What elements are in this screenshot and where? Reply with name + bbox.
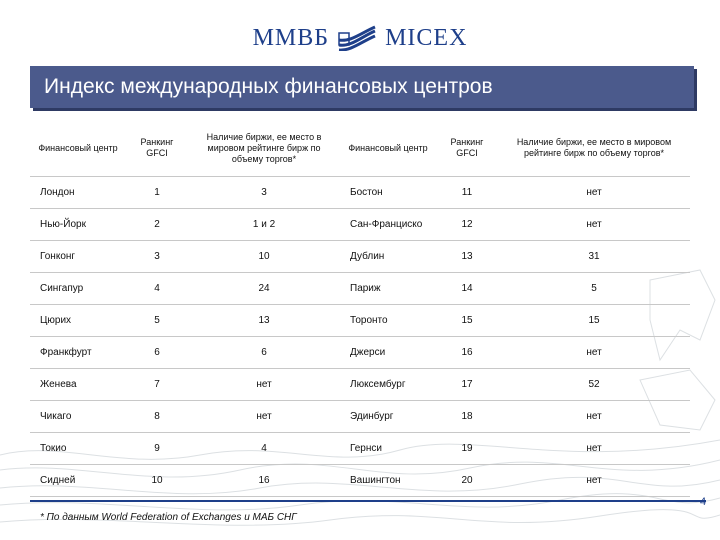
cell-rank: 7 [154,379,160,390]
cell-exchange: нет [256,411,272,422]
cell-center: Торонто [350,315,388,326]
cell-center: Женева [40,379,77,390]
cell-exchange: 1 и 2 [252,219,276,230]
cell-center: Гернси [350,443,382,454]
cell-center: Токио [40,443,67,454]
cell-center: Франкфурт [40,347,92,358]
header-exchange-right: Наличие биржи, ее место в мировом рейтинге бирж по объему торгов* [516,137,672,158]
cell-exchange: 5 [591,283,597,294]
logo-text-micex: MICEX [385,24,468,51]
cell-center: Сингапур [40,283,84,294]
table-row [30,369,690,401]
cell-rank: 12 [461,219,473,230]
cell-rank: 4 [154,283,160,294]
cell-exchange: нет [586,443,602,454]
cell-rank: 2 [154,219,160,230]
footer-divider [30,500,706,502]
cell-rank: 3 [154,251,160,262]
cell-center: Сан-Франциско [350,219,423,230]
cell-exchange: 4 [261,443,267,454]
table-row [30,465,690,497]
cell-center: Джерси [350,347,386,358]
cell-exchange: нет [586,219,602,230]
cell-rank: 17 [461,379,473,390]
cell-center: Дублин [350,251,385,262]
cell-exchange: 10 [258,251,270,262]
cell-rank: 20 [461,475,473,486]
cell-exchange: нет [586,187,602,198]
cell-center: Нью-Йорк [40,219,86,230]
page-number: 4 [700,496,707,508]
table-row [30,177,690,209]
cell-rank: 8 [154,411,160,422]
cell-center: Гонконг [40,251,76,262]
logo-text-mmvb: ММВБ [252,24,330,51]
table-row [30,241,690,273]
cell-exchange: 24 [258,283,270,294]
cell-exchange: 6 [261,347,267,358]
page-title: Индекс международных финансовых центров [30,66,694,108]
table-row [30,209,690,241]
footnote: * По данным World Federation of Exchanges и МАБ СНГ [40,512,297,523]
table-row [30,305,690,337]
table-row [30,337,690,369]
cell-center: Париж [350,283,381,294]
cell-center: Лондон [40,187,75,198]
micex-emblem-icon [337,25,377,51]
cell-center: Вашингтон [350,475,401,486]
cell-rank: 19 [461,443,473,454]
cell-rank: 5 [154,315,160,326]
cell-exchange: 52 [588,379,600,390]
cell-rank: 14 [461,283,473,294]
table-row [30,401,690,433]
cell-exchange: нет [586,475,602,486]
cell-center: Цюрих [40,315,72,326]
cell-exchange: 31 [588,251,600,262]
cell-exchange: 16 [258,475,270,486]
header-rank-right: Ранкинг GFCI [450,137,484,158]
cell-exchange: нет [586,411,602,422]
cell-rank: 9 [154,443,160,454]
header-center-left: Финансовый центр [38,142,118,153]
cell-exchange: 15 [588,315,600,326]
cell-center: Эдинбург [350,411,394,422]
cell-center: Люксембург [350,379,406,390]
cell-rank: 10 [151,475,163,486]
cell-exchange: нет [586,347,602,358]
cell-rank: 1 [154,187,160,198]
cell-rank: 16 [461,347,473,358]
cell-rank: 6 [154,347,160,358]
cell-rank: 15 [461,315,473,326]
cell-exchange: 3 [261,187,267,198]
cell-rank: 18 [461,411,473,422]
header-center-right: Финансовый центр [348,142,428,153]
cell-center: Бостон [350,187,383,198]
cell-rank: 11 [461,187,473,198]
cell-exchange: нет [256,379,272,390]
cell-exchange: 13 [258,315,270,326]
financial-centers-table [30,120,690,497]
cell-center: Чикаго [40,411,72,422]
micex-logo [0,22,720,54]
header-rank-left: Ранкинг GFCI [140,137,174,158]
table-row [30,433,690,465]
cell-center: Сидней [40,475,76,486]
cell-rank: 13 [461,251,473,262]
header-exchange-left: Наличие биржи, ее место в мировом рейтинге бирж по объему торгов* [206,131,322,164]
table-header-row [30,120,690,177]
table-row [30,273,690,305]
